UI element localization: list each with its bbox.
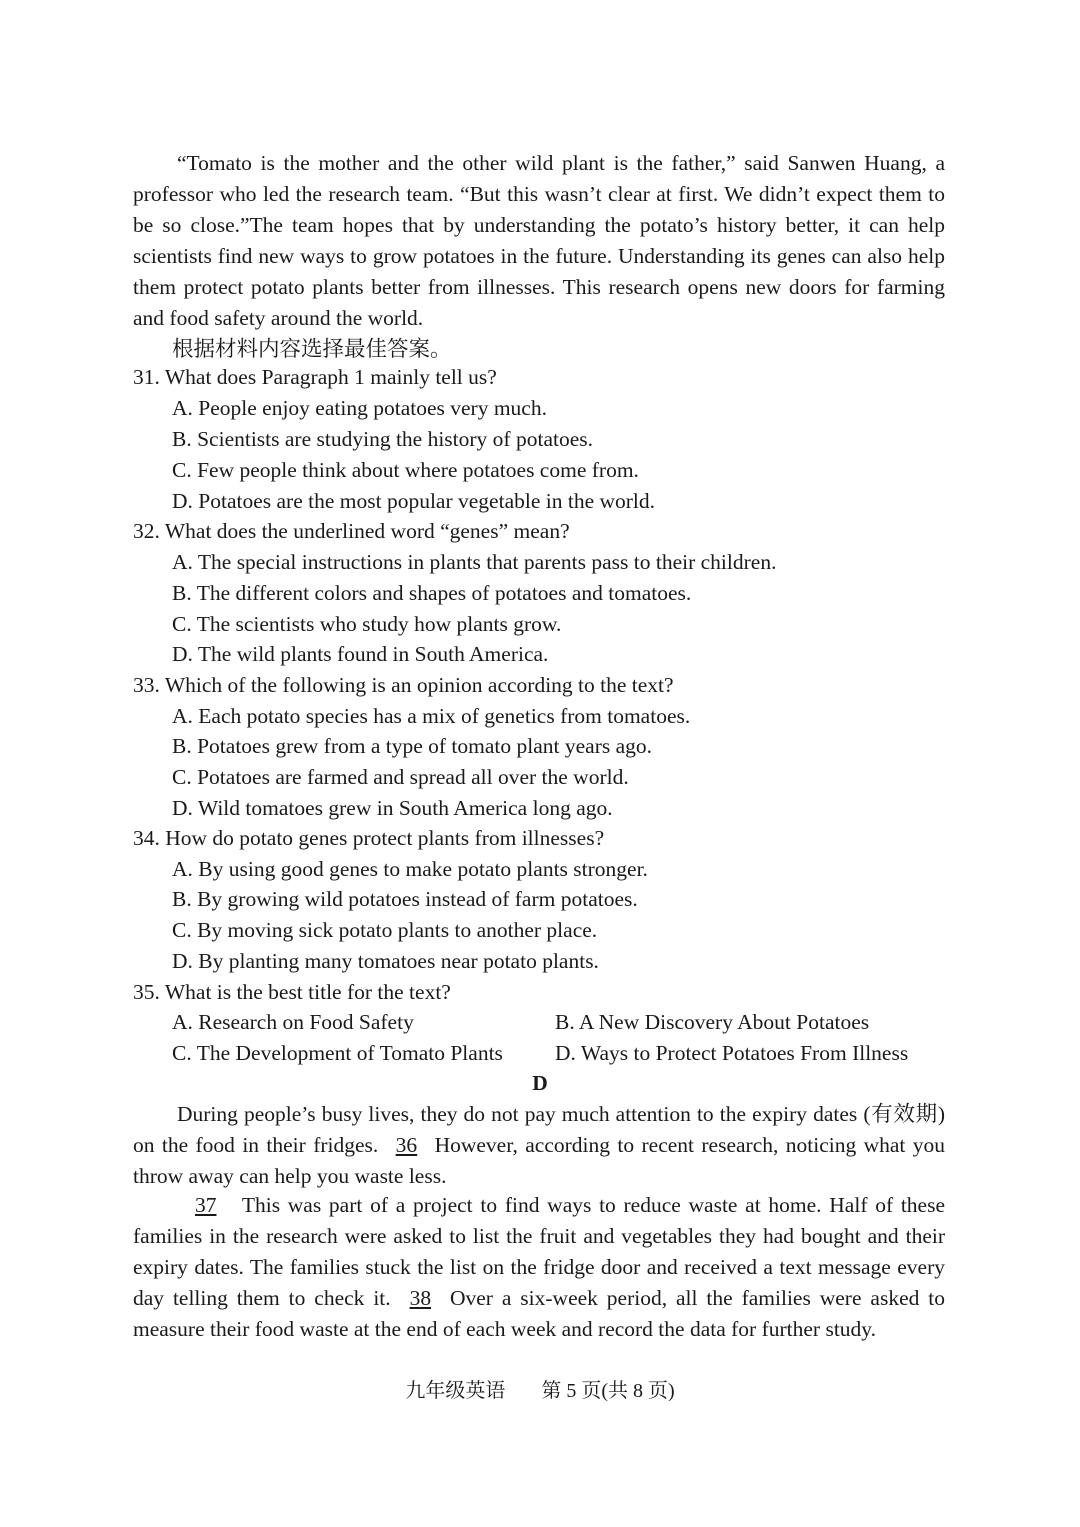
question-32-option-c: C. The scientists who study how plants grow. [172, 612, 562, 636]
page-footer [0, 1376, 1080, 1406]
question-31-option-c: C. Few people think about where potatoes come from. [172, 458, 639, 482]
question-31-stem: 31. What does Paragraph 1 mainly tell us? [133, 365, 497, 389]
section-d-p2-part-a: This was part of a project to find ways to reduce waste at home. Half of these families in the research were asked to list the fruit and vegetables they had bought and their expiry dates. The families stuck the list on the fridge door and received a text message every day telling them to check it. [133, 1193, 945, 1310]
question-31-option-d: D. Potatoes are the most popular vegetable in the world. [172, 489, 656, 513]
question-33-option-d: D. Wild tomatoes grew in South America long ago. [172, 796, 613, 820]
blank-38: 38 [409, 1286, 432, 1310]
section-d-p1-before: During people’s busy lives, they do not pay much attention to the expiry dates (有效期) on the food in their fridges. [133, 1102, 945, 1157]
passage-c-closing-paragraph: “Tomato is the mother and the other wild plant is the father,” said Sanwen Huang, a professor who led the research team. “But this wasn’t clear at first. We didn’t expect them to be so close.”The team hopes that by understanding the potato’s history better, it can help scientists find new ways to grow potatoes in the future. Understanding its genes can also help them protect potato plants better from illnesses. This research opens new doors for farming and food safety around the world. [133, 151, 945, 330]
footer-subject: 九年级英语 [405, 1380, 506, 1402]
question-35-option-d: D. Ways to Protect Potatoes From Illness [555, 1041, 909, 1065]
question-32-option-a: A. The special instructions in plants that parents pass to their children. [172, 550, 777, 574]
footer-page-number: 第 5 页(共 8 页) [541, 1380, 675, 1402]
section-d-p1-after: However, according to recent research, noticing what you throw away can help you waste less. [133, 1133, 946, 1188]
question-34-option-d: D. By planting many tomatoes near potato plants. [172, 949, 599, 973]
blank-36: 36 [395, 1133, 418, 1157]
question-31-option-a: A. People enjoy eating potatoes very much. [172, 396, 547, 420]
question-33-option-c: C. Potatoes are farmed and spread all over the world. [172, 765, 629, 789]
question-31-option-b: B. Scientists are studying the history of potatoes. [172, 427, 593, 451]
question-33-option-b: B. Potatoes grew from a type of tomato plant years ago. [172, 734, 653, 758]
section-d-heading: D [532, 1071, 548, 1095]
question-32-option-b: B. The different colors and shapes of potatoes and tomatoes. [172, 581, 692, 605]
question-33-option-a: A. Each potato species has a mix of genetics from tomatoes. [172, 704, 691, 728]
blank-37: 37 [195, 1193, 217, 1217]
question-35-option-a: A. Research on Food Safety [172, 1010, 414, 1034]
question-32-option-d: D. The wild plants found in South America. [172, 642, 549, 666]
section-d-p2-part-b: Over a six-week period, all the families were asked to measure their food waste at the end of each week and record the data for further study. [133, 1286, 945, 1341]
question-35-option-b: B. A New Discovery About Potatoes [555, 1010, 870, 1034]
question-34-option-b: B. By growing wild potatoes instead of farm potatoes. [172, 887, 638, 911]
question-33-stem: 33. Which of the following is an opinion according to the text? [133, 673, 674, 697]
instruction: 根据材料内容选择最佳答案。 [172, 337, 452, 361]
section-d-paragraph-2 [133, 1190, 945, 1345]
question-34-option-c: C. By moving sick potato plants to another place. [172, 918, 598, 942]
question-35-option-c: C. The Development of Tomato Plants [172, 1041, 503, 1065]
section-d-paragraph-1 [133, 1099, 945, 1192]
question-34-stem: 34. How do potato genes protect plants from illnesses? [133, 826, 605, 850]
question-32-stem: 32. What does the underlined word “genes” mean? [133, 519, 570, 543]
question-34-option-a: A. By using good genes to make potato plants stronger. [172, 857, 648, 881]
question-35-stem: 35. What is the best title for the text? [133, 980, 451, 1004]
